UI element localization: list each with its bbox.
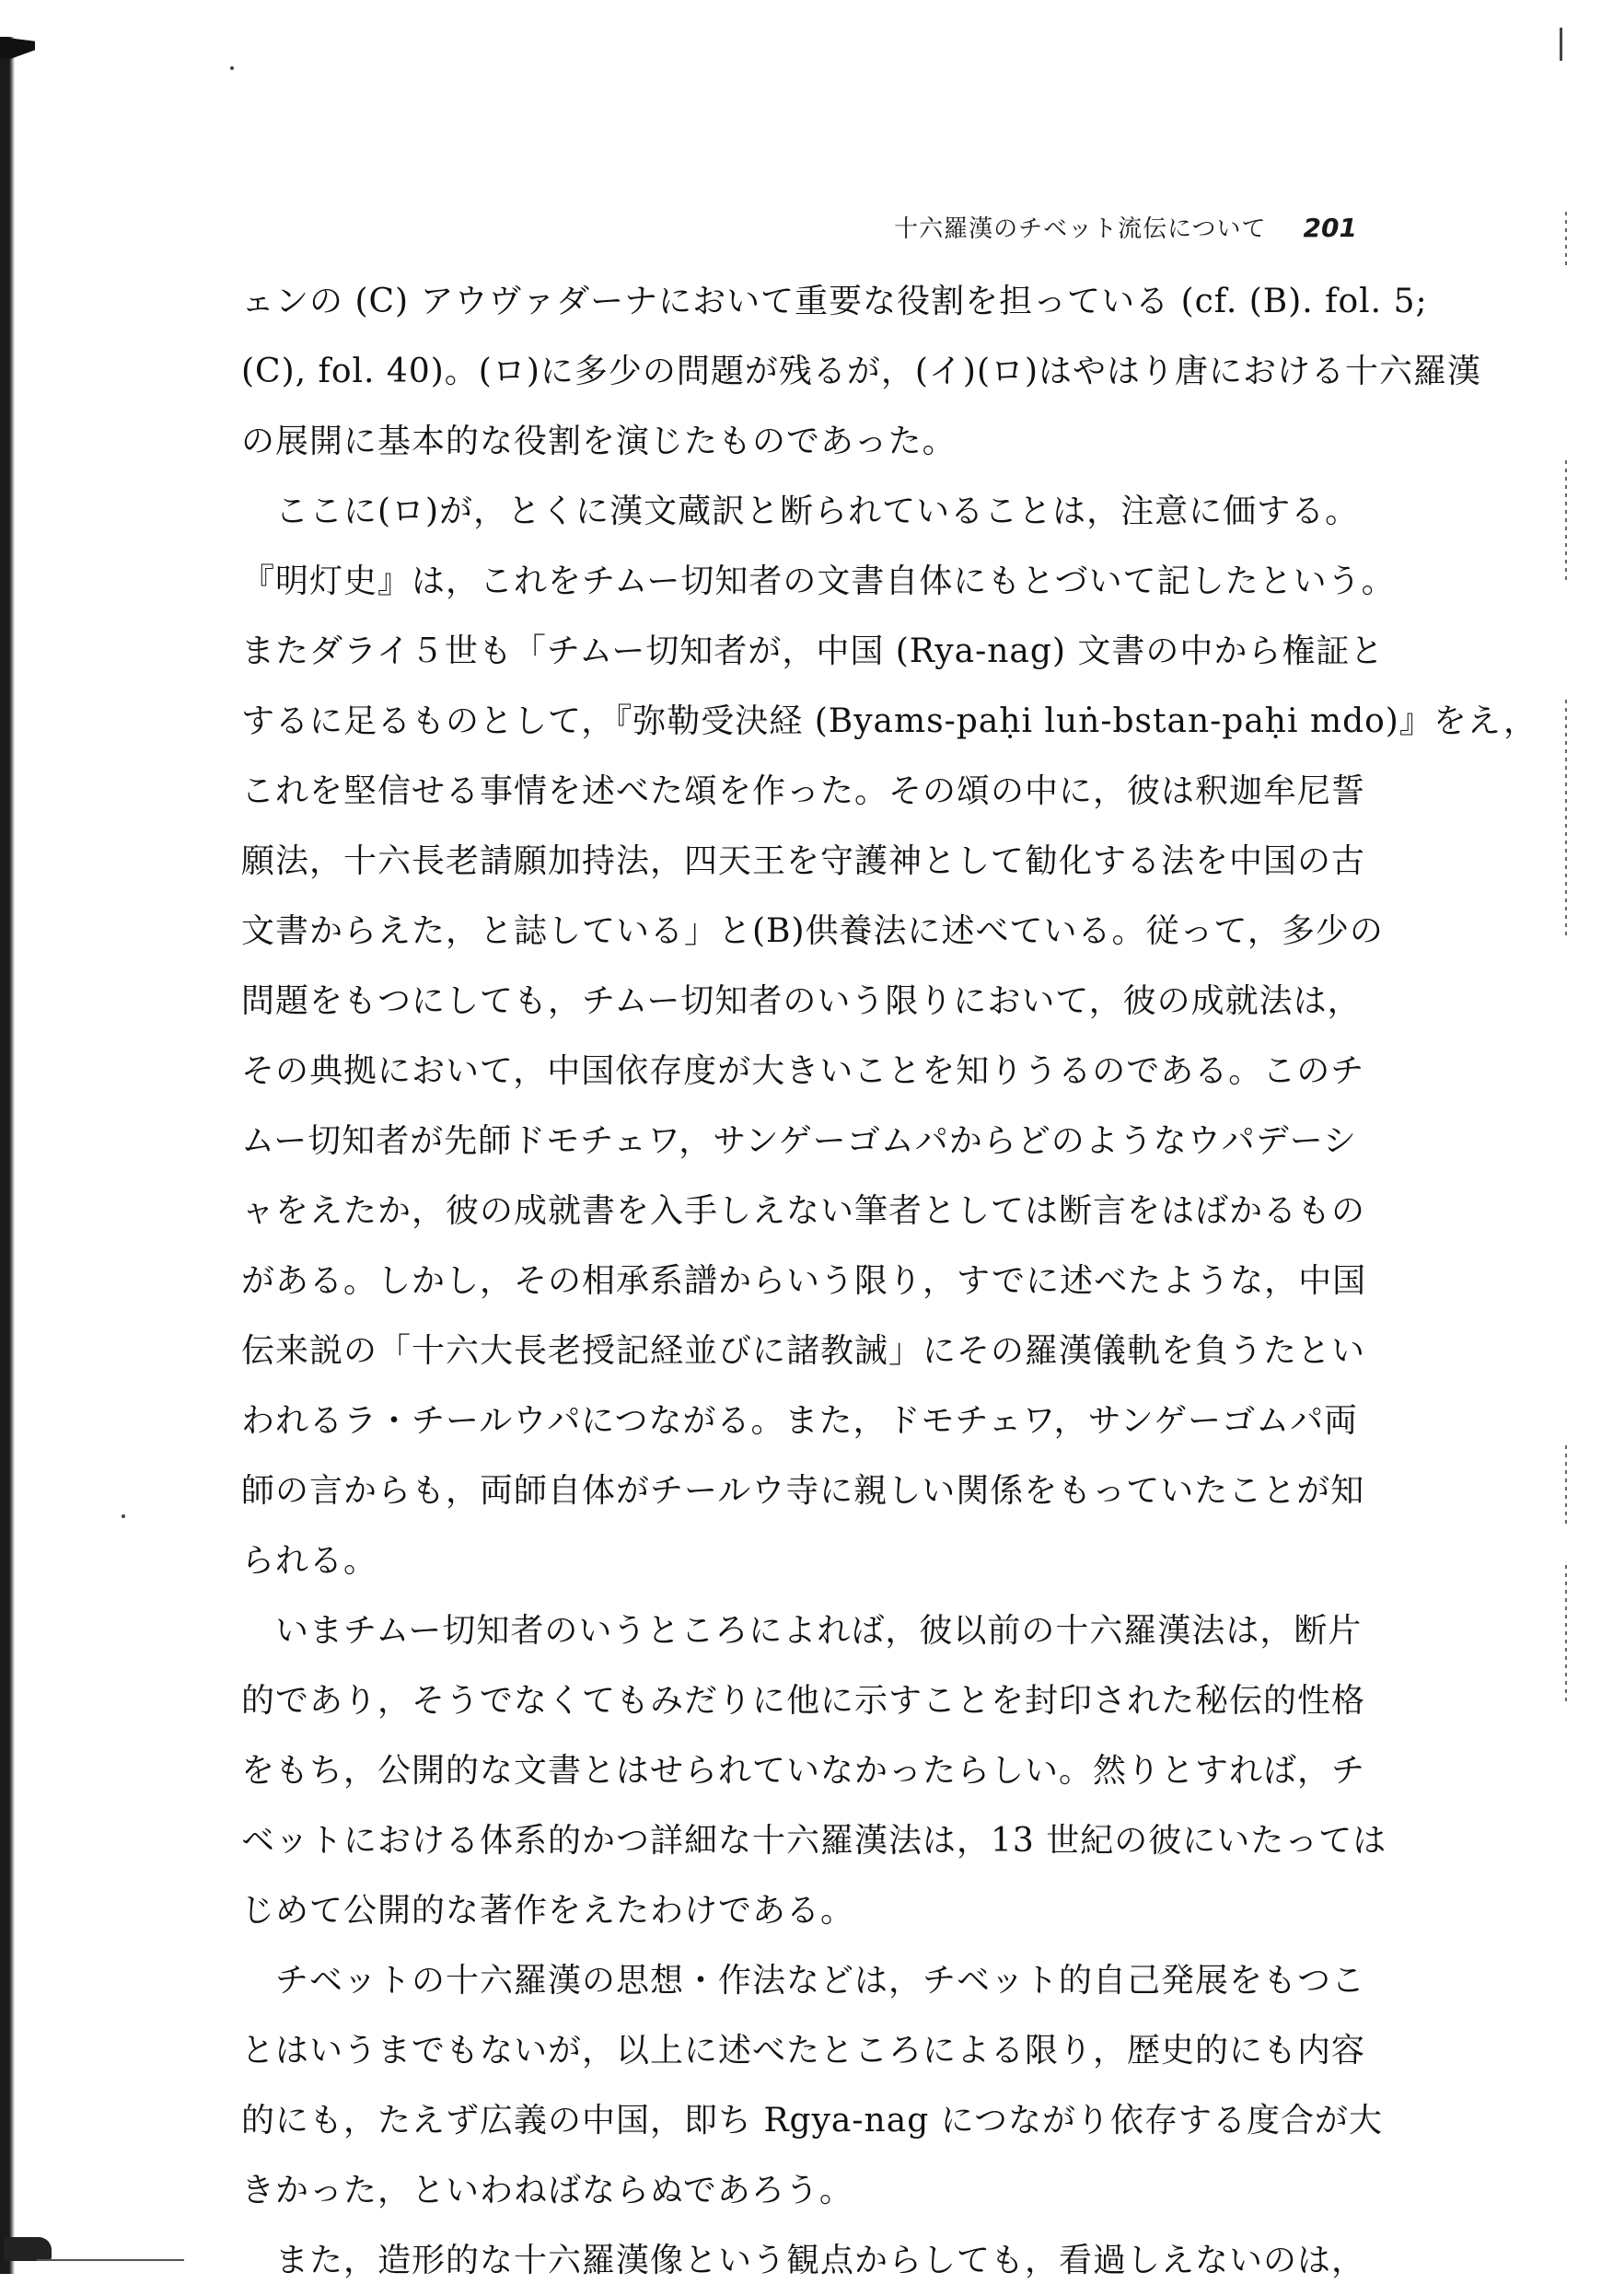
text-line: られる。 — [241, 1542, 378, 1580]
text-line: 『明灯史』は，これをチムー切知者の文書自体にもとづいて記したという。 — [241, 562, 1396, 600]
text-line: するに足るものとして，『弥勒受決経 (Byams-paḥi luṅ-bstan-paḥi mdo)』をえ， — [241, 702, 1538, 740]
text-line: 的であり，そうでなくてもみだりに他に示すことを封印された秘伝的性格 — [241, 1682, 1366, 1720]
text-line: 問題をもつにしても，チムー切知者のいう限りにおいて，彼の成就法は， — [241, 982, 1362, 1020]
running-title: 十六羅漢のチベット流伝について — [894, 215, 1267, 243]
margin-dashes — [1565, 700, 1567, 939]
text-line: じめて公開的な著作をえたわけである。 — [241, 1892, 855, 1930]
text-line: ェンの (C) アウヴァダーナにおいて重要な役割を担っている (cf. (B). fol. 5; — [241, 283, 1428, 320]
text-line: チベットの十六羅漢の思想・作法などは，チベット的自己発展をもつこ — [241, 1962, 1366, 2000]
text-line: ムー切知者が先師ドモチェワ，サンゲーゴムパからどのようなウパデーシ — [241, 1122, 1358, 1160]
text-line: 師の言からも，両師自体がチールウ寺に親しい関係をもっていたことが知 — [241, 1472, 1365, 1510]
scan-speck — [122, 1514, 125, 1518]
text-line: 的にも，たえず広義の中国，即ち Rgya-nag につながり依存する度合が大 — [241, 2102, 1383, 2139]
ink-blot — [4, 2237, 52, 2261]
text-line: また，造形的な十六羅漢像という観点からしても，看過しえないのは， — [241, 2242, 1366, 2279]
text-line: とはいうまでもないが，以上に述べたところによる限り，歴史的にも内容 — [241, 2032, 1366, 2070]
text-line: いまチムー切知者のいうところによれば，彼以前の十六羅漢法は，断片 — [241, 1612, 1363, 1650]
paragraph — [241, 2226, 1364, 2296]
text-line: (C), fol. 40)。(ロ)に多少の問題が残るが，(イ)(ロ)はやはり唐における十六羅漢 — [241, 353, 1482, 390]
page-number: 201 — [1303, 213, 1357, 243]
running-header — [865, 210, 1357, 244]
binding-bottom-mark — [0, 2237, 184, 2265]
text-line: またダライ５世も「チムー切知者が，中国 (Rya-nag) 文書の中から権証と — [241, 632, 1385, 670]
text-line: をもち，公開的な文書とはせられていなかったらしい。然りとすれば，チ — [241, 1752, 1366, 1790]
text-line: きかった，といわねばならぬであろう。 — [241, 2172, 853, 2209]
text-line: 文書からえた，と誌している」と(B)供養法に述べている。従って，多少の — [241, 912, 1384, 950]
body-text — [241, 267, 1538, 2296]
text-line: ャをえたか，彼の成就書を入手しえない筆者としては断言をはばかるもの — [241, 1192, 1366, 1230]
margin-dashes — [1565, 460, 1567, 580]
text-line: これを堅信せる事情を述べた頌を作った。その頌の中に，彼は釈迦牟尼誓 — [241, 772, 1366, 810]
margin-dashes — [1565, 212, 1567, 267]
text-line: ここに(ロ)が，とくに漢文蔵訳と断られていることは，注意に価する。 — [241, 493, 1360, 530]
text-line: 願法，十六長老請願加持法，四天王を守護神として勧化する法を中国の古 — [241, 842, 1366, 880]
scan-speck — [230, 66, 234, 70]
text-line: の展開に基本的な役割を演じたものであった。 — [241, 423, 957, 460]
paragraph — [241, 1596, 1387, 1946]
margin-tick — [1560, 28, 1562, 61]
paragraph — [241, 267, 1482, 477]
edge-rule — [37, 2259, 184, 2261]
paragraph — [241, 1946, 1383, 2226]
text-line: われるラ・チールウパにつながる。また，ドモチェワ，サンゲーゴムパ両 — [241, 1402, 1359, 1440]
text-line: その典拠において，中国依存度が大きいことを知りうるのである。このチ — [241, 1052, 1365, 1090]
binding-shadow — [0, 37, 15, 2274]
binding-corner-mark — [0, 37, 35, 59]
paragraph — [241, 477, 1538, 1596]
margin-dashes — [1565, 1565, 1567, 1703]
margin-dashes — [1565, 1445, 1567, 1528]
text-line: ベットにおける体系的かつ詳細な十六羅漢法は，13 世紀の彼にいたっては — [241, 1822, 1387, 1860]
text-line: 伝来説の「十六大長老授記経並びに諸教誡」にその羅漢儀軌を負うたとい — [241, 1332, 1366, 1370]
text-line: がある。しかし，その相承系譜からいう限り，すでに述べたような，中国 — [241, 1262, 1367, 1300]
